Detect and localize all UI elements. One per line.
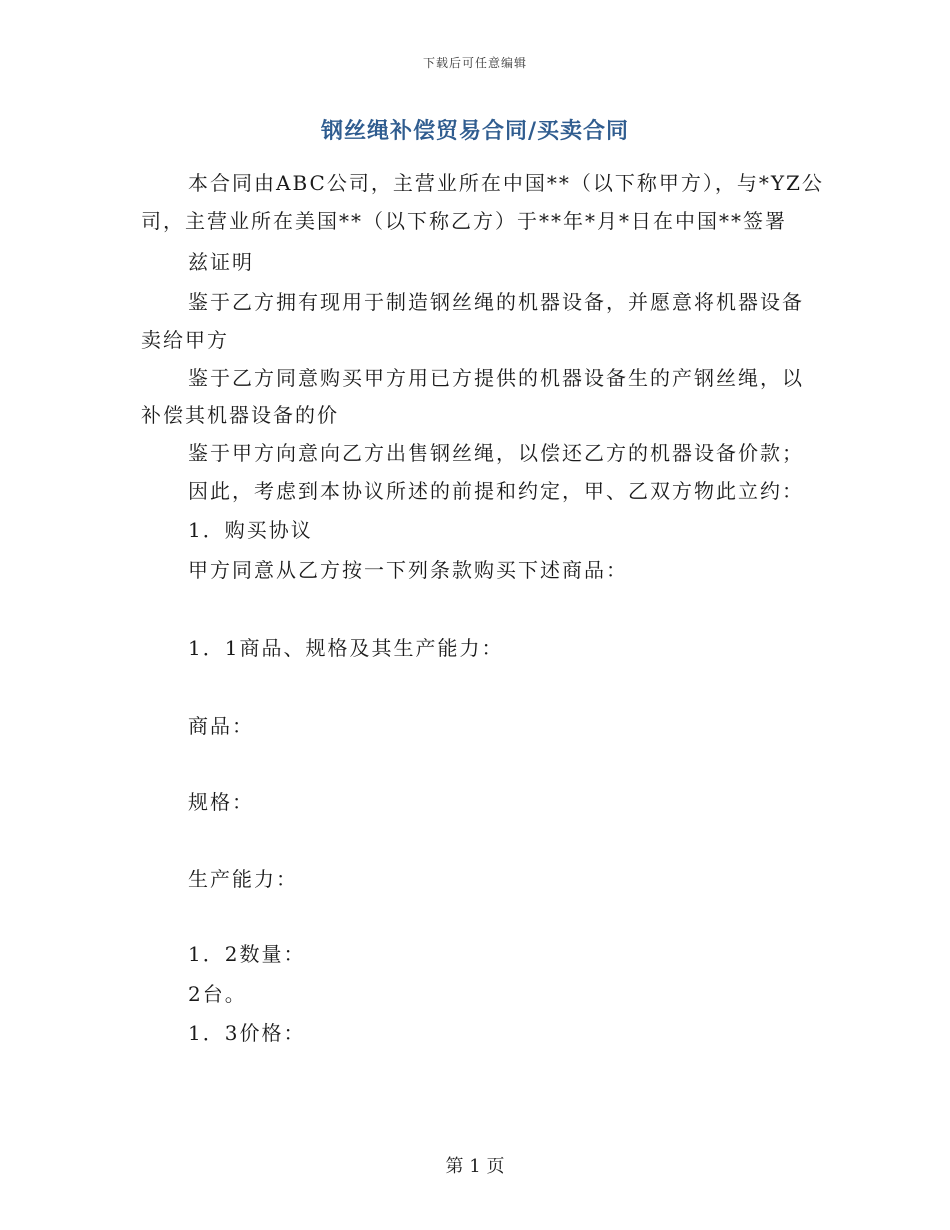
paragraph-line: 鉴于甲方向意向乙方出售钢丝绳，以偿还乙方的机器设备价款；	[188, 441, 804, 465]
paragraph-line: 2台。	[188, 982, 247, 1006]
document-title: 钢丝绳补偿贸易合同/买卖合同	[320, 118, 630, 144]
paragraph-line: 司，主营业所在美国**（以下称乙方）于**年*月*日在中国**签署	[141, 209, 787, 233]
paragraph-line: 补偿其机器设备的价	[141, 403, 339, 427]
paragraph-line: 卖给甲方	[141, 328, 229, 352]
paragraph-line: 本合同由ABC公司，主营业所在中国**（以下称甲方），与*YZ公	[188, 171, 824, 195]
paragraph-line: 鉴于乙方拥有现用于制造钢丝绳的机器设备，并愿意将机器设备	[188, 290, 804, 314]
section-heading: 1．3价格：	[188, 1021, 306, 1045]
section-heading: 1．2数量：	[188, 942, 306, 966]
field-label: 生产能力：	[188, 867, 298, 891]
field-label: 规格：	[188, 790, 254, 814]
section-heading: 1．1商品、规格及其生产能力：	[188, 636, 504, 660]
field-label: 商品：	[188, 714, 254, 738]
header-note: 下载后可任意编辑	[422, 56, 527, 70]
section-heading: 1．购买协议	[188, 518, 313, 542]
paragraph-line: 兹证明	[188, 250, 254, 274]
paragraph-line: 甲方同意从乙方按一下列条款购买下述商品：	[188, 558, 628, 582]
paragraph-line: 鉴于乙方同意购买甲方用已方提供的机器设备生的产钢丝绳，以	[188, 366, 804, 390]
paragraph-line: 因此，考虑到本协议所述的前提和约定，甲、乙双方物此立约：	[188, 479, 804, 503]
page-number: 第 1 页	[445, 1156, 505, 1177]
